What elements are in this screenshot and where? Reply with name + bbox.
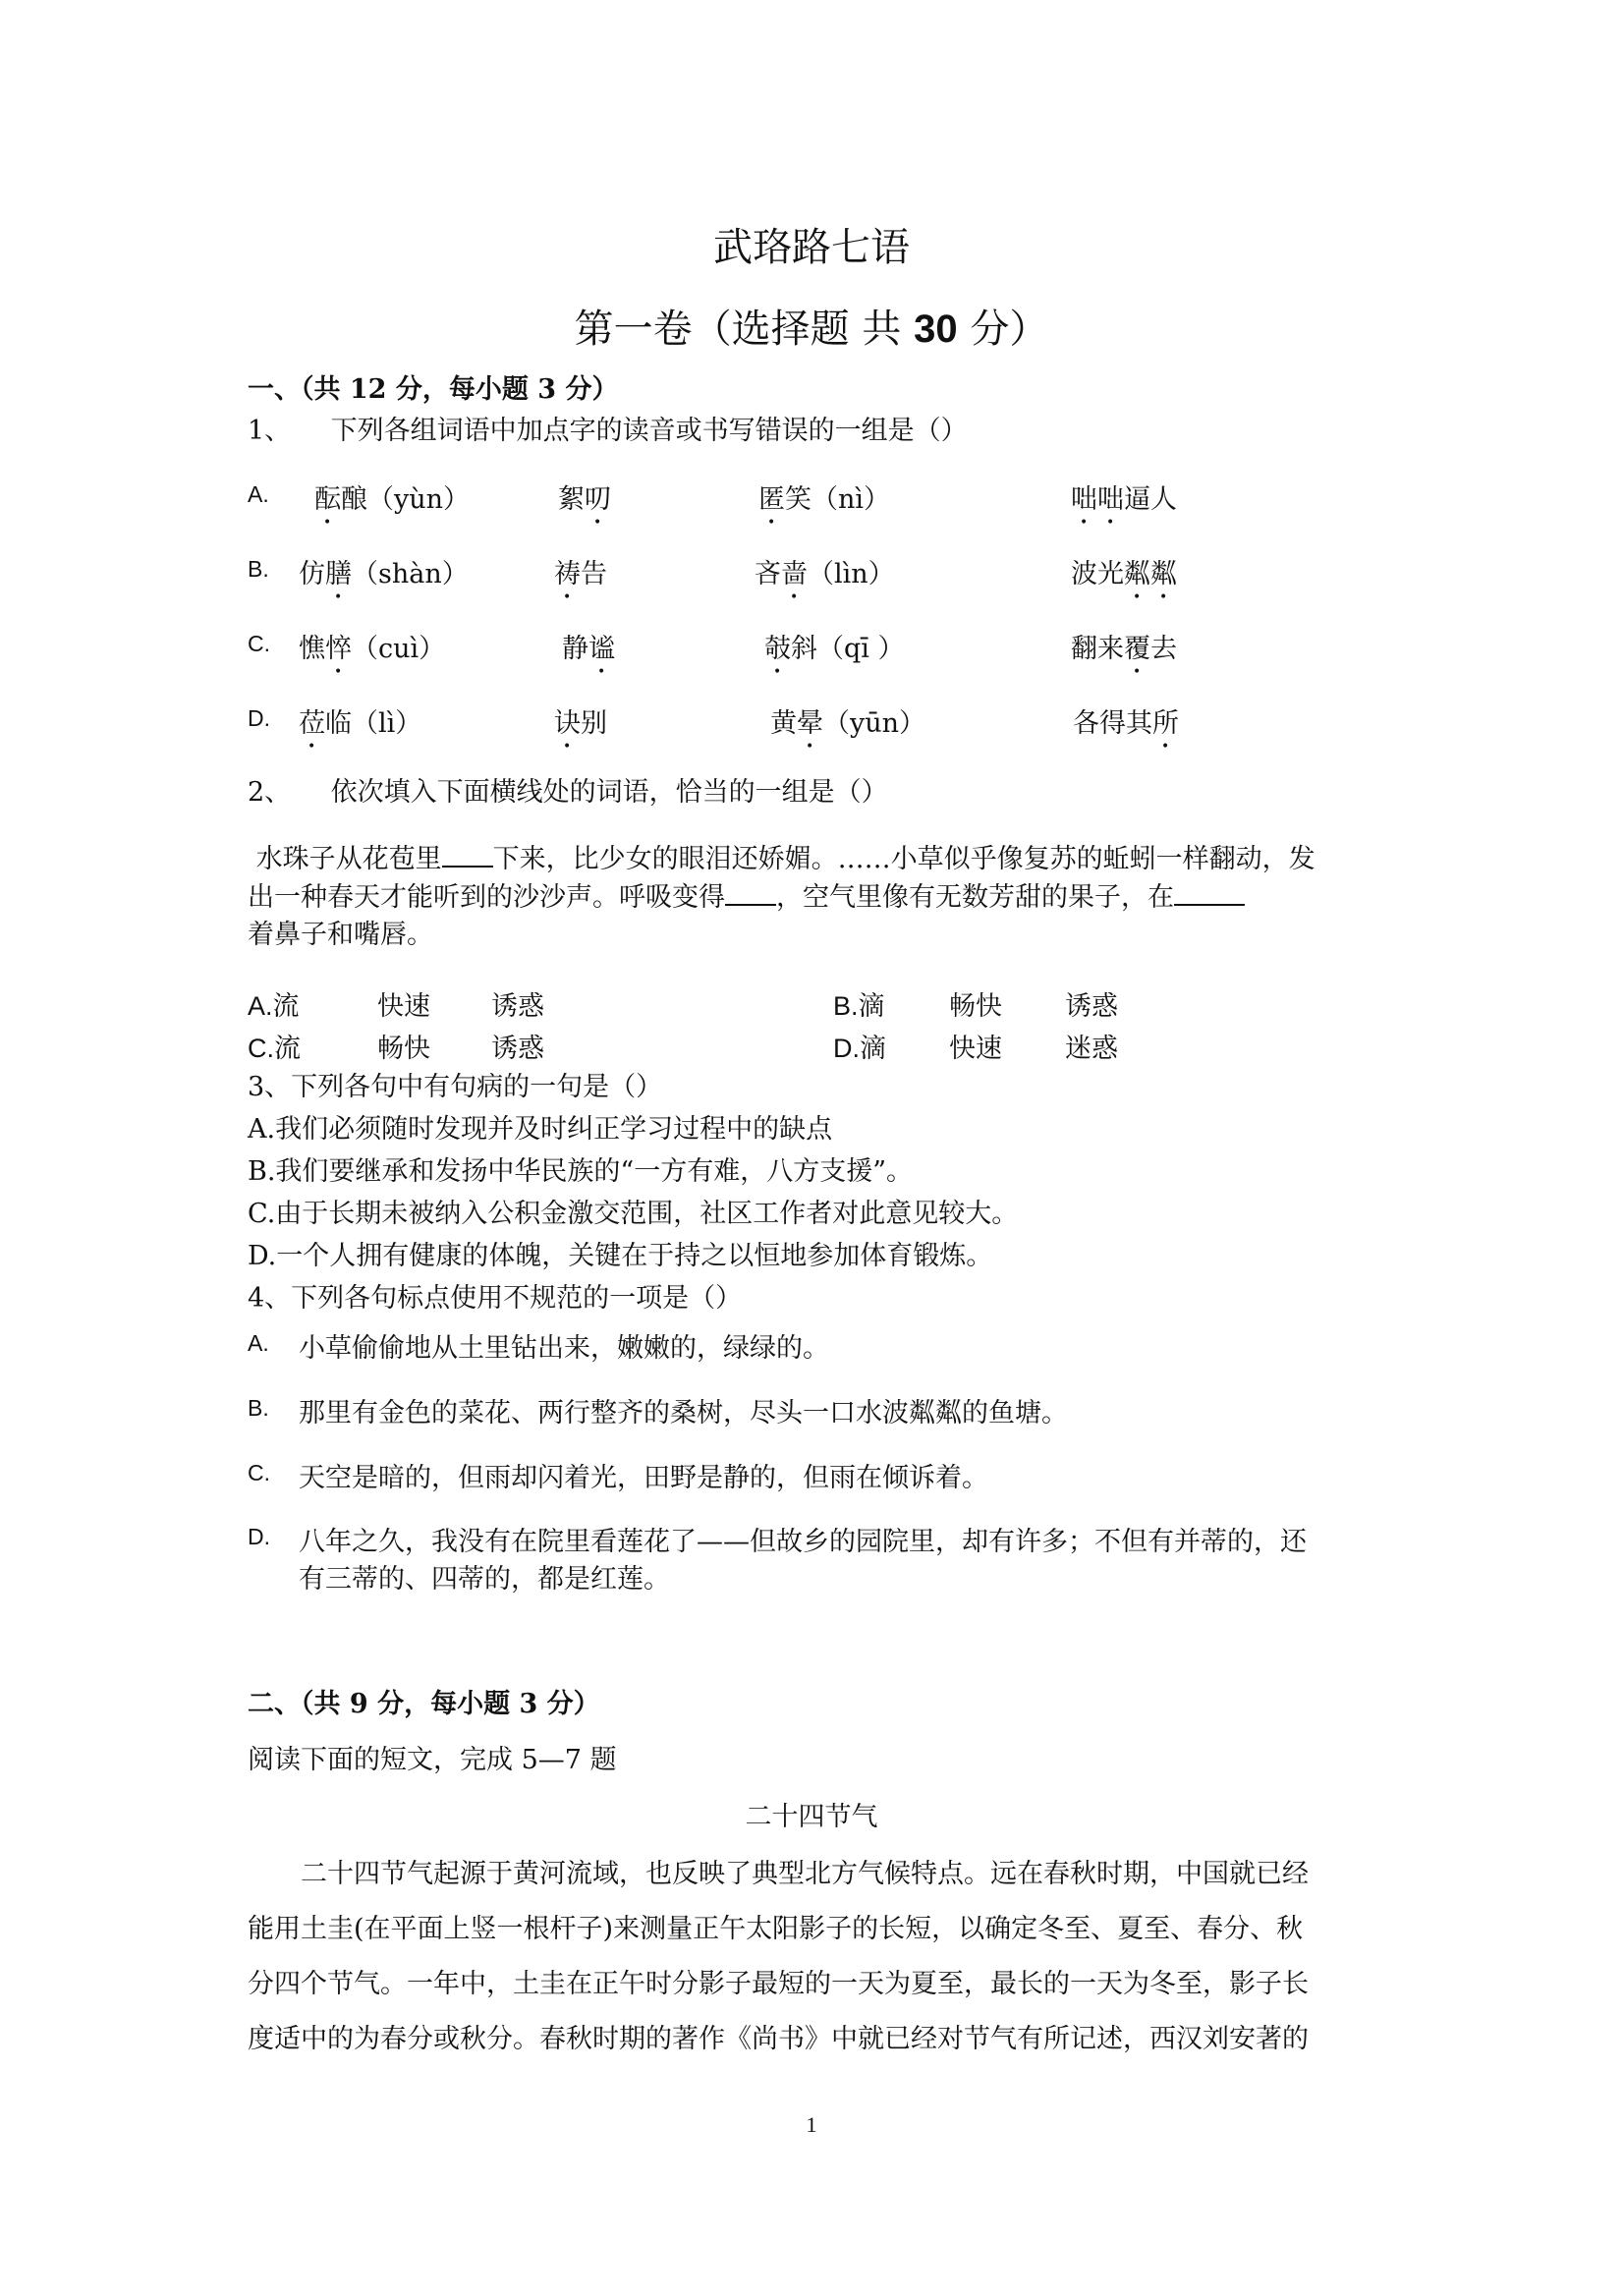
option-label: D. xyxy=(248,705,270,731)
option-item: 诀别 xyxy=(554,708,607,739)
volume-title xyxy=(0,298,1623,354)
q1-option-d xyxy=(248,701,1387,739)
option-item: 憔悴（cuì） xyxy=(299,634,446,664)
option-item: 咄咄逼人 xyxy=(1071,484,1177,515)
answer-label: B. xyxy=(833,991,859,1021)
q3-option-b: B.我们要继承和发扬中华民族的“一方有难，八方支援”。 xyxy=(248,1156,914,1187)
q3-option-d: D.一个人拥有健康的体魄，关键在于持之以恒地参加体育锻炼。 xyxy=(248,1241,993,1271)
option-item: 波光粼粼 xyxy=(1071,559,1177,589)
option-item: 祷告 xyxy=(554,559,607,589)
option-text: 八年之久，我没有在院里看莲花了——但故乡的园院里，却有许多；不但有并蒂的，还 xyxy=(299,1527,1307,1557)
answer-word: 诱惑 xyxy=(491,1034,544,1064)
answer-word: 滴 xyxy=(860,1034,886,1064)
answer-label: A. xyxy=(248,991,273,1021)
answer-word: 快速 xyxy=(377,991,430,1022)
answer-word: 畅快 xyxy=(377,1034,430,1064)
answer-word: 畅快 xyxy=(949,991,1002,1022)
q2-passage xyxy=(248,840,1387,954)
q1-option-c xyxy=(248,627,1387,664)
article-title: 二十四节气 xyxy=(745,1802,878,1832)
q4-option-c xyxy=(248,1456,1387,1493)
q4-option-d xyxy=(248,1520,1387,1598)
passage-line: 能用土圭(在平面上竖一根杆子)来测量正午太阳影子的长短，以确定冬至、夏至、春分、秋 xyxy=(248,1914,1304,1944)
answer-word: 流 xyxy=(272,991,300,1022)
q3-stem: 3、下列各句中有句病的一句是（） xyxy=(248,1072,663,1102)
answer-word: 快速 xyxy=(949,1034,1002,1064)
volume-score: 30 xyxy=(914,308,958,351)
fill-blank[interactable] xyxy=(725,878,776,906)
q2-passage-text: 下来，比少女的眼泪还娇媚。……小草似乎像复苏的蚯蚓一样翻动，发 xyxy=(492,844,1315,874)
option-item: 翻来覆去 xyxy=(1071,634,1177,664)
q2-passage-text: 着鼻子和嘴唇。 xyxy=(248,920,433,950)
option-item: 絮叨 xyxy=(558,484,611,515)
q2-answer-b xyxy=(833,984,1118,1023)
passage-line: 二十四节气起源于黄河流域，也反映了典型北方气候特点。远在春秋时期，中国就已经 xyxy=(301,1859,1309,1889)
answer-label: D. xyxy=(833,1034,860,1063)
q2-passage-text: ，空气里像有无数芳甜的果子，在 xyxy=(776,882,1174,913)
option-text: 有三蒂的、四蒂的，都是红莲。 xyxy=(299,1564,670,1595)
fill-blank[interactable] xyxy=(442,840,493,868)
answer-label: C. xyxy=(248,1034,274,1063)
q3-option-a: A.我们必须随时发现并及时纠正学习过程中的缺点 xyxy=(248,1114,833,1145)
passage-line: 分四个节气。一年中，土圭在正午时分影子最短的一天为夏至，最长的一天为冬至，影子长 xyxy=(248,1969,1309,1999)
option-item: 黄晕（yūn） xyxy=(770,708,926,739)
volume-title-text: 第一卷（选择题 共 xyxy=(574,307,902,352)
option-item: 仿膳（shàn） xyxy=(299,559,469,589)
q2-passage-text: 出一种春天才能听到的沙沙声。呼吸变得 xyxy=(248,882,725,913)
option-item: 匿笑（nì） xyxy=(758,484,891,515)
option-text: 天空是暗的，但雨却闪着光，田野是静的，但雨在倾诉着。 xyxy=(299,1463,988,1493)
option-item: 吝啬（lìn） xyxy=(755,559,895,589)
q4-stem: 4、下列各句标点使用不规范的一项是（） xyxy=(248,1283,743,1314)
answer-word: 流 xyxy=(274,1034,301,1064)
option-item: 莅临（lì） xyxy=(299,708,422,739)
fill-blank[interactable] xyxy=(1174,878,1245,906)
q1-option-a xyxy=(248,477,1387,515)
volume-title-tail: 分） xyxy=(970,307,1049,352)
option-label: C. xyxy=(248,1460,270,1485)
option-item: 攲斜（qī ） xyxy=(764,634,905,664)
option-text: 小草偷偷地从土里钻出来，嫩嫩的，绿绿的。 xyxy=(299,1333,829,1364)
answer-word: 迷惑 xyxy=(1065,1034,1118,1064)
option-label: D. xyxy=(248,1524,270,1549)
q1-stem: 1、 下列各组词语中加点字的读音或书写错误的一组是（） xyxy=(248,416,968,446)
q2-answer-d xyxy=(833,1027,1118,1065)
option-label: A. xyxy=(248,1330,269,1356)
q1-option-b xyxy=(248,552,1387,589)
passage-line: 度适中的为春分或秋分。春秋时期的著作《尚书》中就已经对节气有所记述，西汉刘安著的 xyxy=(248,2024,1309,2054)
section1-heading: 一、（共 12 分，每小题 3 分） xyxy=(248,374,619,405)
reading-passage xyxy=(248,1847,1387,2067)
option-label: B. xyxy=(248,1395,269,1421)
q3-option-c: C.由于长期未被纳入公积金激交范围，社区工作者对此意见较大。 xyxy=(248,1199,1019,1229)
school-title: 武珞路七语 xyxy=(713,225,910,270)
q2-answer-c xyxy=(248,1027,544,1065)
q2-passage-text: 水珠子从花苞里 xyxy=(255,844,442,874)
q4-option-a xyxy=(248,1326,1387,1364)
page-number: 1 xyxy=(806,2112,817,2137)
option-item: 静谧 xyxy=(562,634,615,664)
option-item: 各得其所 xyxy=(1073,708,1179,739)
option-label: C. xyxy=(248,631,270,656)
q2-answer-a xyxy=(248,984,544,1023)
q2-stem: 2、 依次填入下面横线处的词语，恰当的一组是（） xyxy=(248,777,888,808)
answer-word: 诱惑 xyxy=(1065,991,1118,1022)
option-label: B. xyxy=(248,556,269,582)
section2-heading: 二、（共 9 分，每小题 3 分） xyxy=(248,1689,600,1719)
option-item: 酝酿（yùn） xyxy=(314,484,471,515)
option-label: A. xyxy=(248,481,269,507)
answer-word: 诱惑 xyxy=(491,991,544,1022)
answer-word: 滴 xyxy=(858,991,885,1022)
q4-option-b xyxy=(248,1391,1387,1428)
section2-instruction: 阅读下面的短文，完成 5—7 题 xyxy=(248,1745,617,1775)
option-text: 那里有金色的菜花、两行整齐的桑树，尽头一口水波粼粼的鱼塘。 xyxy=(299,1398,1068,1428)
